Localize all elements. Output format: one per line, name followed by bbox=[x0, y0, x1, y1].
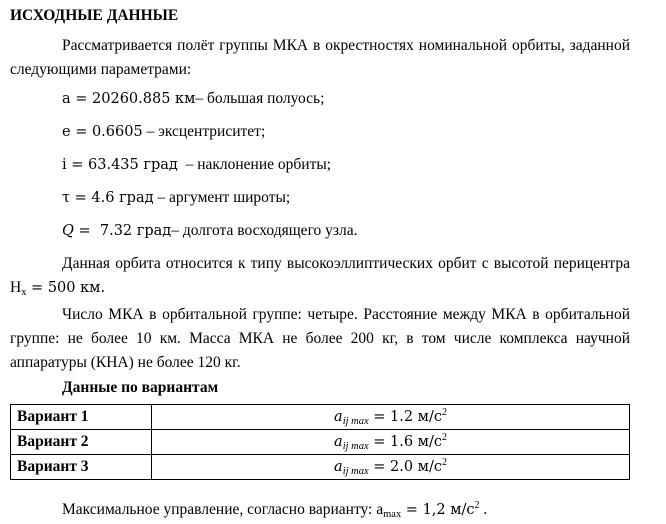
intro-paragraph bbox=[10, 34, 630, 82]
variant-name: Вариант 3 bbox=[11, 455, 152, 480]
param-description: – наклонение орбиты; bbox=[177, 156, 332, 173]
group-note-text: Число МКА в орбитальной группе: четыре. Расстояние между МКА в орбитальной группе: не более 10 км. Масса МКА не более 200 кг, в том числе комплекса научной аппаратуры (КНА) не более 120 кг. bbox=[10, 306, 630, 371]
orbit-note-subscript: x bbox=[21, 287, 27, 298]
section-heading: ИСХОДНЫЕ ДАННЫЕ bbox=[10, 7, 179, 24]
variant-value bbox=[152, 405, 630, 430]
max-control-line bbox=[62, 500, 487, 520]
orbit-note-paragraph bbox=[10, 252, 630, 305]
table-row bbox=[11, 430, 630, 455]
orbit-note-tail: = 500 км. bbox=[26, 280, 106, 296]
param-symbol: Q bbox=[62, 223, 74, 239]
param-semi-major-axis bbox=[62, 90, 324, 108]
param-value: = 20260.885 км bbox=[70, 91, 196, 107]
max-control-subscript: max bbox=[383, 509, 402, 520]
variant-exponent: 2 bbox=[441, 432, 447, 443]
param-symbol: e bbox=[62, 124, 71, 140]
max-control-tail: . bbox=[479, 501, 488, 518]
variant-subscript: ij max bbox=[342, 466, 369, 477]
group-note-paragraph bbox=[10, 303, 630, 375]
param-ascending-node bbox=[62, 222, 358, 240]
variant-name: Вариант 1 bbox=[11, 405, 152, 430]
param-value: = 0.6605 bbox=[70, 124, 143, 140]
param-value: = 4.6 град bbox=[70, 190, 154, 206]
variants-title: Данные по вариантам bbox=[62, 379, 219, 396]
variant-value bbox=[152, 430, 630, 455]
param-description: – большая полуось; bbox=[195, 90, 325, 107]
max-control-exponent: 2 bbox=[474, 500, 480, 511]
param-description: – долгота восходящего узла. bbox=[171, 222, 358, 239]
variant-exponent: 2 bbox=[441, 407, 447, 418]
intro-text: Рассматривается полёт группы МКА в окрестностях номинальной орбиты, заданной следующими параметрами: bbox=[10, 37, 630, 78]
variant-subscript: ij max bbox=[342, 416, 369, 427]
param-value: = 63.435 град bbox=[66, 157, 178, 173]
param-value: = 7.32 град bbox=[73, 223, 172, 239]
param-symbol: i bbox=[62, 157, 67, 173]
variants-table bbox=[10, 404, 630, 480]
variant-subscript: ij max bbox=[342, 441, 369, 452]
param-description: – аргумент широты; bbox=[153, 189, 291, 206]
table-row bbox=[11, 455, 630, 480]
variant-amount: = 1.2 м/с bbox=[368, 409, 442, 425]
max-control-text: Максимальное управление, согласно варианту: a bbox=[62, 501, 384, 518]
variant-symbol: a bbox=[334, 409, 343, 425]
param-description: – эксцентриситет; bbox=[142, 123, 266, 140]
param-argument-of-latitude bbox=[62, 189, 290, 207]
variant-symbol: a bbox=[334, 459, 343, 475]
max-control-value: = 1,2 м/с bbox=[401, 502, 475, 518]
variant-exponent: 2 bbox=[441, 457, 447, 468]
variant-amount: = 2.0 м/с bbox=[368, 459, 442, 475]
table-row bbox=[11, 405, 630, 430]
param-eccentricity bbox=[62, 123, 265, 141]
variant-amount: = 1.6 м/с bbox=[368, 434, 442, 450]
param-inclination bbox=[62, 156, 331, 174]
variant-value bbox=[152, 455, 630, 480]
variant-name: Вариант 2 bbox=[11, 430, 152, 455]
orbit-note-text: Данная орбита относится к типу высокоэллиптических орбит с высотой перицентра H bbox=[10, 255, 630, 296]
param-symbol: a bbox=[62, 91, 71, 107]
variant-symbol: a bbox=[334, 434, 343, 450]
param-symbol: τ bbox=[62, 190, 71, 206]
